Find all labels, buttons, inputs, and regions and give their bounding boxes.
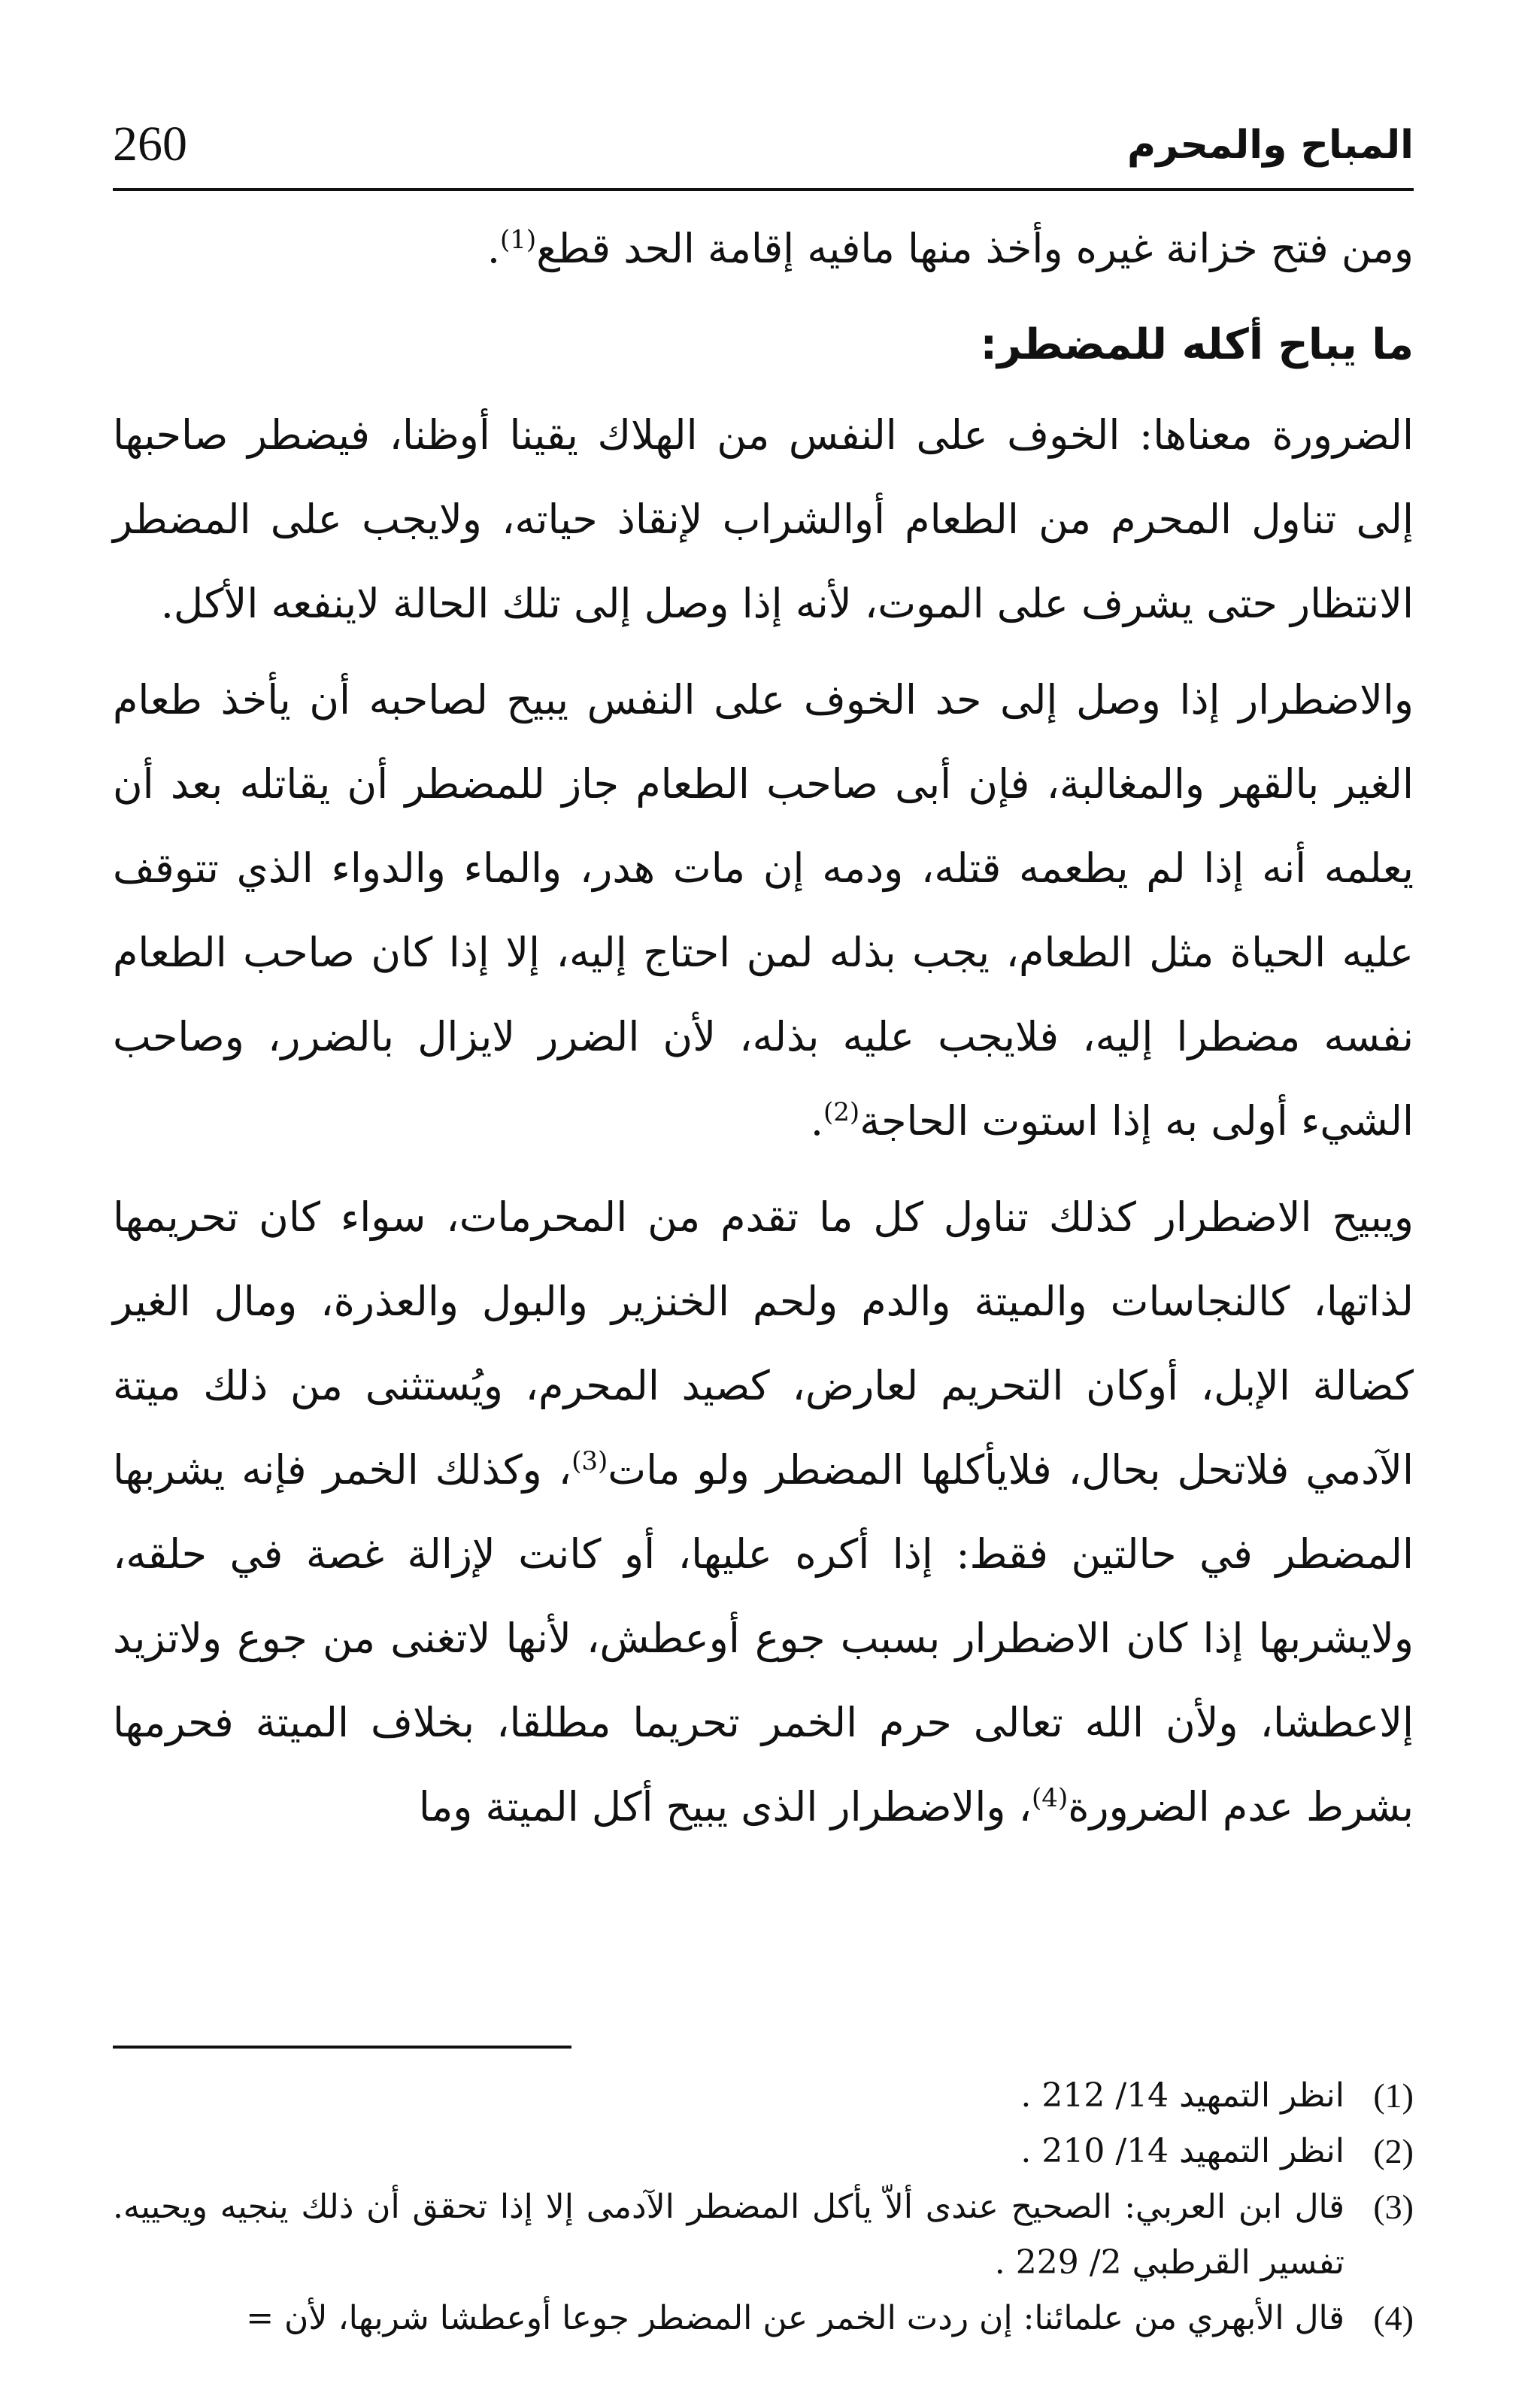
paragraph-punct: .: [810, 1097, 824, 1145]
paragraph-text: والاضطرار إذا وصل إلى حد الخوف على النفس يبيح لصاحبه أن يأخذ طعام الغير بالقهر والمغالبة، فإن أبى صاحب الطعام جاز للمضطر أن يقاتله بعد أن يعلمه أنه إذا لم يطعمه قتله، ودمه إن مات هدر، والماء والدواء الذي تتوقف عليه الحياة مثل الطعام، يجب بذله لمن احتاج إليه، إلا إذا كان صاحب الطعام نفسه مضطرا إليه، فلايجب عليه بذله، لأن الضرر لايزال بالضرر، وصاحب الشيء أولى به إذا استوت الحاجة: [113, 676, 1414, 1145]
footnote-ref[interactable]: (1): [500, 225, 537, 255]
footnote-ref[interactable]: (2): [823, 1097, 860, 1127]
footnote-number: (1): [1373, 2076, 1414, 2115]
paragraph-forbidden-items: [113, 1175, 1414, 1849]
footnote-ref[interactable]: (4): [1032, 1783, 1069, 1813]
footnote-ref[interactable]: (3): [571, 1446, 608, 1476]
page-header: [113, 113, 1414, 191]
section-heading: ما يباح أكله للمضطر:: [980, 320, 1414, 369]
book-page: [113, 113, 1414, 2339]
paragraph-continuation: [113, 207, 1414, 291]
footnote-text: انظر التمهيد 14/ 210 .: [1020, 2132, 1344, 2170]
main-text: [113, 207, 1414, 1861]
footnote: [113, 2068, 1414, 2124]
footnote: [113, 2291, 1414, 2346]
footnote-text: قال ابن العربي: الصحيح عندى ألاّ يأكل المضطر الآدمى إلا إذا تحقق أن ذلك ينجيه ويحييه. تفسير القرطبي 2/ 229 .: [113, 2188, 1345, 2282]
paragraph-text: ، وكذلك الخمر فإنه يشربها المضطر في حالتين فقط: إذا أكره عليها، أو كانت لإزالة غصة في حلقه، ولايشربها إذا كان الاضطرار بسبب جوع أوعطش، لأنها لاتغنى من جوع ولاتزيد إلاعطشا، ولأن الله تعالى حرم الخمر تحريما مطلقا، بخلاف الميتة فحرمها بشرط عدم الضرورة: [113, 1446, 1414, 1830]
running-title: المباح والمحرم: [1126, 123, 1414, 168]
page-number: 260: [113, 117, 187, 171]
paragraph-text: ومن فتح خزانة غيره وأخذ منها مافيه إقامة الحد قطع: [536, 225, 1414, 272]
paragraph-definition: الضرورة معناها: الخوف على النفس من الهلاك يقينا أوظنا، فيضطر صاحبها إلى تناول المحرم من الطعام أوالشراب لإنقاذ حياته، ولايجب على المضطر الانتظار حتى يشرف على الموت، لأنه إذا وصل إلى تلك الحالة لاينفعه الأكل.: [113, 411, 1414, 627]
footnote-number: (3): [1373, 2188, 1414, 2226]
paragraph-text: ، والاضطرار الذى يبيح أكل الميتة وما: [418, 1783, 1032, 1830]
footnote-number: (2): [1373, 2132, 1414, 2170]
paragraph-text: ويبيح الاضطرار كذلك تناول كل ما تقدم من المحرمات، سواء كان تحريمها لذاتها، كالنجاسات والميتة والدم ولحم الخنزير والبول والعذرة، ومال الغير كضالة الإبل، أوكان التحريم لعارض، كصيد المحرم، ويُستثنى من ذلك ميتة الآدمي فلاتحل بحال، فلايأكلها المضطر ولو مات: [113, 1193, 1414, 1494]
footnote-number: (4): [1373, 2299, 1414, 2337]
footnotes: [113, 2068, 1414, 2346]
footnote-text: انظر التمهيد 14/ 212 .: [1020, 2076, 1344, 2115]
footnote-divider: [113, 2046, 571, 2049]
footnote-text: قال الأبهري من علمائنا: إن ردت الخمر عن المضطر جوعا أوعطشا شربها، لأن =: [246, 2299, 1344, 2337]
paragraph-necessity-food: [113, 658, 1414, 1163]
footnote: [113, 2179, 1414, 2291]
footnote: [113, 2124, 1414, 2179]
paragraph-punct: .: [487, 225, 501, 272]
